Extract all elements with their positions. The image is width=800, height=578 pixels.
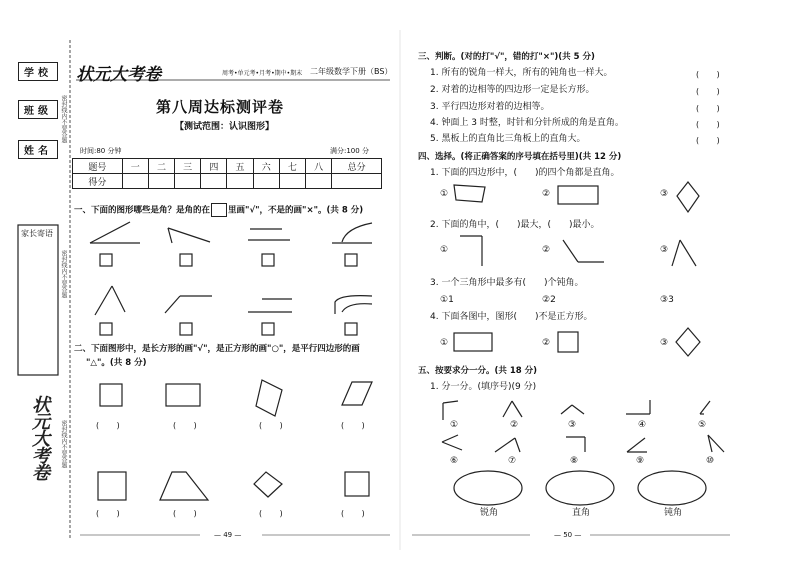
name-label: 姓名 [18, 140, 58, 159]
score-header-cell: 一 [122, 159, 148, 174]
acute-group-label: 锐角 [480, 508, 499, 518]
q3-item-5: 5. 黑板上的直角比三角板上的直角大。 [430, 134, 586, 144]
q1-answer-box-7 [262, 323, 274, 335]
score-header-cell: 总分 [332, 159, 382, 174]
q3-item-1: 1. 所有的锐角一样大，所有的钝角也一样大。 [430, 68, 613, 78]
q5-angle-5 [700, 401, 710, 414]
q2-shape-trapezoid [160, 472, 208, 500]
q4-4-shape-2 [558, 332, 578, 352]
q3-answer-2[interactable]: ( ) [695, 87, 721, 96]
header-grade: 二年级数学下册（BS） [310, 67, 393, 76]
score-header-cell: 题号 [73, 159, 123, 174]
school-label: 学校 [18, 62, 58, 81]
score-header-cell: 二 [148, 159, 174, 174]
q5-num-8: ⑧ [570, 456, 579, 466]
q3-answer-1[interactable]: ( ) [695, 70, 721, 79]
q4-1-mark-3: ③ [660, 189, 669, 199]
q4-item-2: 2. 下面的角中，( )最大，( )最小。 [430, 220, 600, 230]
q5-num-3: ③ [568, 420, 577, 430]
q3-title: 三、判断。(对的打"√"，错的打"×")(共 5 分) [418, 52, 595, 62]
seal-text-1: 密封线内不要答题 [60, 95, 67, 143]
seal-text-2: 密封线内不要答题 [60, 250, 67, 298]
q2-answer-2[interactable]: ( ) [172, 421, 198, 430]
q1-answer-box-4 [345, 254, 357, 266]
q2-answer-3[interactable]: ( ) [258, 421, 284, 430]
q2-answer-6[interactable]: ( ) [172, 509, 198, 518]
q5-num-10: ⑩ [706, 456, 715, 466]
q1-text-a: 一、下面的图形哪些是角？是角的在 [74, 205, 211, 216]
q5-num-5: ⑤ [698, 420, 707, 430]
q2-shape-parallelogram-1 [342, 382, 372, 405]
score-header-cell: 五 [227, 159, 253, 174]
score-header-cell: 三 [175, 159, 201, 174]
right-group-ellipse [546, 471, 614, 505]
q4-item-3: 3. 一个三角形中最多有( )个钝角。 [430, 278, 584, 288]
q2-answer-5[interactable]: ( ) [95, 509, 121, 518]
q5-angle-7 [495, 438, 520, 452]
q5-angle-8 [566, 437, 585, 452]
q2-instruction-line1: 二、下面图形中，是长方形的画"√"，是正方形的画"○"，是平行四边形的画 [74, 344, 360, 354]
q3-answer-3[interactable]: ( ) [695, 104, 721, 113]
q5-angle-4 [626, 400, 650, 414]
score-table [72, 158, 382, 189]
q1-answer-box-5 [100, 323, 112, 335]
q4-4-shape-1 [454, 333, 492, 351]
score-header-cell: 四 [201, 159, 227, 174]
q3-answer-5[interactable]: ( ) [695, 136, 721, 145]
score-header-cell: 七 [279, 159, 305, 174]
q1-angle-1 [90, 222, 140, 243]
full-score: 满分:100 分 [330, 147, 369, 155]
seal-text-3: 密封线内不要答题 [60, 420, 67, 468]
q2-shape-rotated-square [254, 472, 282, 497]
q4-3-option-2: ②2 [542, 295, 556, 305]
q1-answer-box-3 [262, 254, 274, 266]
header-logo: 状元大考卷 [76, 65, 161, 85]
q4-1-shape-1 [454, 185, 485, 202]
q3-item-3: 3. 平行四边形对着的边相等。 [430, 102, 550, 112]
q4-2-angle-3 [672, 240, 696, 266]
score-table-header-row [73, 159, 382, 174]
q5-angle-1 [443, 401, 458, 420]
score-cell[interactable] [332, 174, 382, 189]
q1-angle-4 [332, 223, 372, 243]
paper-title: 第八周达标测评卷 [156, 98, 285, 116]
score-cell[interactable] [175, 174, 201, 189]
q3-answer-4[interactable]: ( ) [695, 120, 721, 129]
score-cell[interactable] [122, 174, 148, 189]
q4-2-mark-2: ② [542, 245, 551, 255]
q1-answer-box-1 [100, 254, 112, 266]
q4-3-option-3: ③3 [660, 295, 674, 305]
q1-blank-box [211, 203, 227, 217]
q2-answer-4[interactable]: ( ) [340, 421, 366, 430]
q2-answer-8[interactable]: ( ) [340, 509, 366, 518]
obtuse-group-ellipse [638, 471, 706, 505]
header-series: 周考•单元考•月考•期中•期末 [222, 70, 303, 77]
score-cell[interactable] [279, 174, 305, 189]
q1-text-b: 里画"√"，不是的画"×"。(共 8 分) [228, 205, 364, 216]
q2-shape-rhombus-1 [256, 380, 282, 416]
q4-2-mark-3: ③ [660, 245, 669, 255]
q2-shape-rect-1 [166, 384, 200, 406]
q5-num-4: ④ [638, 420, 647, 430]
obtuse-group-label: 钝角 [664, 508, 683, 518]
score-cell[interactable] [227, 174, 253, 189]
parent-comment-label: 家长寄语 [21, 229, 53, 238]
q4-2-mark-1: ① [440, 245, 449, 255]
q4-3-option-1: ①1 [440, 295, 454, 305]
parent-comment-box [18, 225, 58, 375]
q4-title: 四、选择。(将正确答案的序号填在括号里)(共 12 分) [418, 152, 622, 162]
q1-angle-5 [95, 286, 125, 315]
score-row-label: 得分 [73, 174, 123, 189]
q5-sub-1: 1. 分一分。(填序号)(9 分) [430, 382, 537, 392]
q4-1-shape-3 [677, 182, 699, 212]
q1-angle-6 [165, 296, 212, 313]
q5-num-7: ⑦ [508, 456, 517, 466]
q5-num-1: ① [450, 420, 459, 430]
q5-angle-3 [561, 405, 584, 414]
q1-answer-box-2 [180, 254, 192, 266]
test-scope: 【测试范围：认识图形】 [175, 122, 275, 132]
q2-shape-square-3 [345, 472, 369, 496]
q5-num-9: ⑨ [636, 456, 645, 466]
q3-item-4: 4. 钟面上 3 时整，时针和分针所成的角是直角。 [430, 118, 624, 128]
q5-angle-10 [708, 435, 724, 452]
page-number-left: — 49 — [214, 531, 242, 539]
q5-angle-6 [442, 435, 462, 450]
q4-4-shape-3 [676, 328, 700, 356]
q2-shape-square-1 [100, 384, 122, 406]
q1-angle-2 [168, 228, 210, 243]
class-label: 班级 [18, 100, 58, 119]
q2-instruction-line2: "△"。(共 8 分) [86, 358, 147, 368]
score-header-cell: 六 [253, 159, 279, 174]
q4-4-mark-3: ③ [660, 338, 669, 348]
q1-angle-3 [248, 229, 290, 240]
score-cell[interactable] [148, 174, 174, 189]
q3-item-2: 2. 对着的边相等的四边形一定是长方形。 [430, 85, 595, 95]
q1-answer-box-8 [345, 323, 357, 335]
q5-num-6: ⑥ [450, 456, 459, 466]
time-limit: 时间:80 分钟 [80, 147, 122, 155]
q2-shape-square-2 [98, 472, 126, 500]
q4-2-angle-2 [563, 240, 604, 262]
q5-angle-9 [627, 438, 647, 452]
q4-2-angle-1 [460, 236, 482, 266]
score-cell[interactable] [201, 174, 227, 189]
q1-angle-7 [248, 299, 292, 312]
q4-1-shape-2 [558, 186, 598, 204]
q5-num-2: ② [510, 420, 519, 430]
q4-1-mark-2: ② [542, 189, 551, 199]
score-table-score-row [73, 174, 382, 189]
right-group-label: 直角 [572, 508, 591, 518]
acute-group-ellipse [454, 471, 522, 505]
score-header-cell: 八 [306, 159, 332, 174]
q4-4-mark-2: ② [542, 338, 551, 348]
page-number-right: — 50 — [554, 531, 582, 539]
q1-angle-8 [335, 296, 372, 314]
score-cell[interactable] [306, 174, 332, 189]
q4-item-4: 4. 下面各图中，图形( )不是正方形。 [430, 312, 593, 322]
q1-answer-box-6 [180, 323, 192, 335]
binder-logo: 状元大考卷 [29, 395, 50, 480]
q4-1-mark-1: ① [440, 189, 449, 199]
q5-angle-2 [503, 401, 522, 417]
score-cell[interactable] [253, 174, 279, 189]
q4-4-mark-1: ① [440, 338, 449, 348]
q2-answer-7[interactable]: ( ) [258, 509, 284, 518]
q4-item-1: 1. 下面的四边形中，( )的四个角都是直角。 [430, 168, 620, 178]
q1-instruction [74, 203, 363, 217]
q5-title: 五、按要求分一分。(共 18 分) [418, 366, 538, 376]
q2-answer-1[interactable]: ( ) [95, 421, 121, 430]
